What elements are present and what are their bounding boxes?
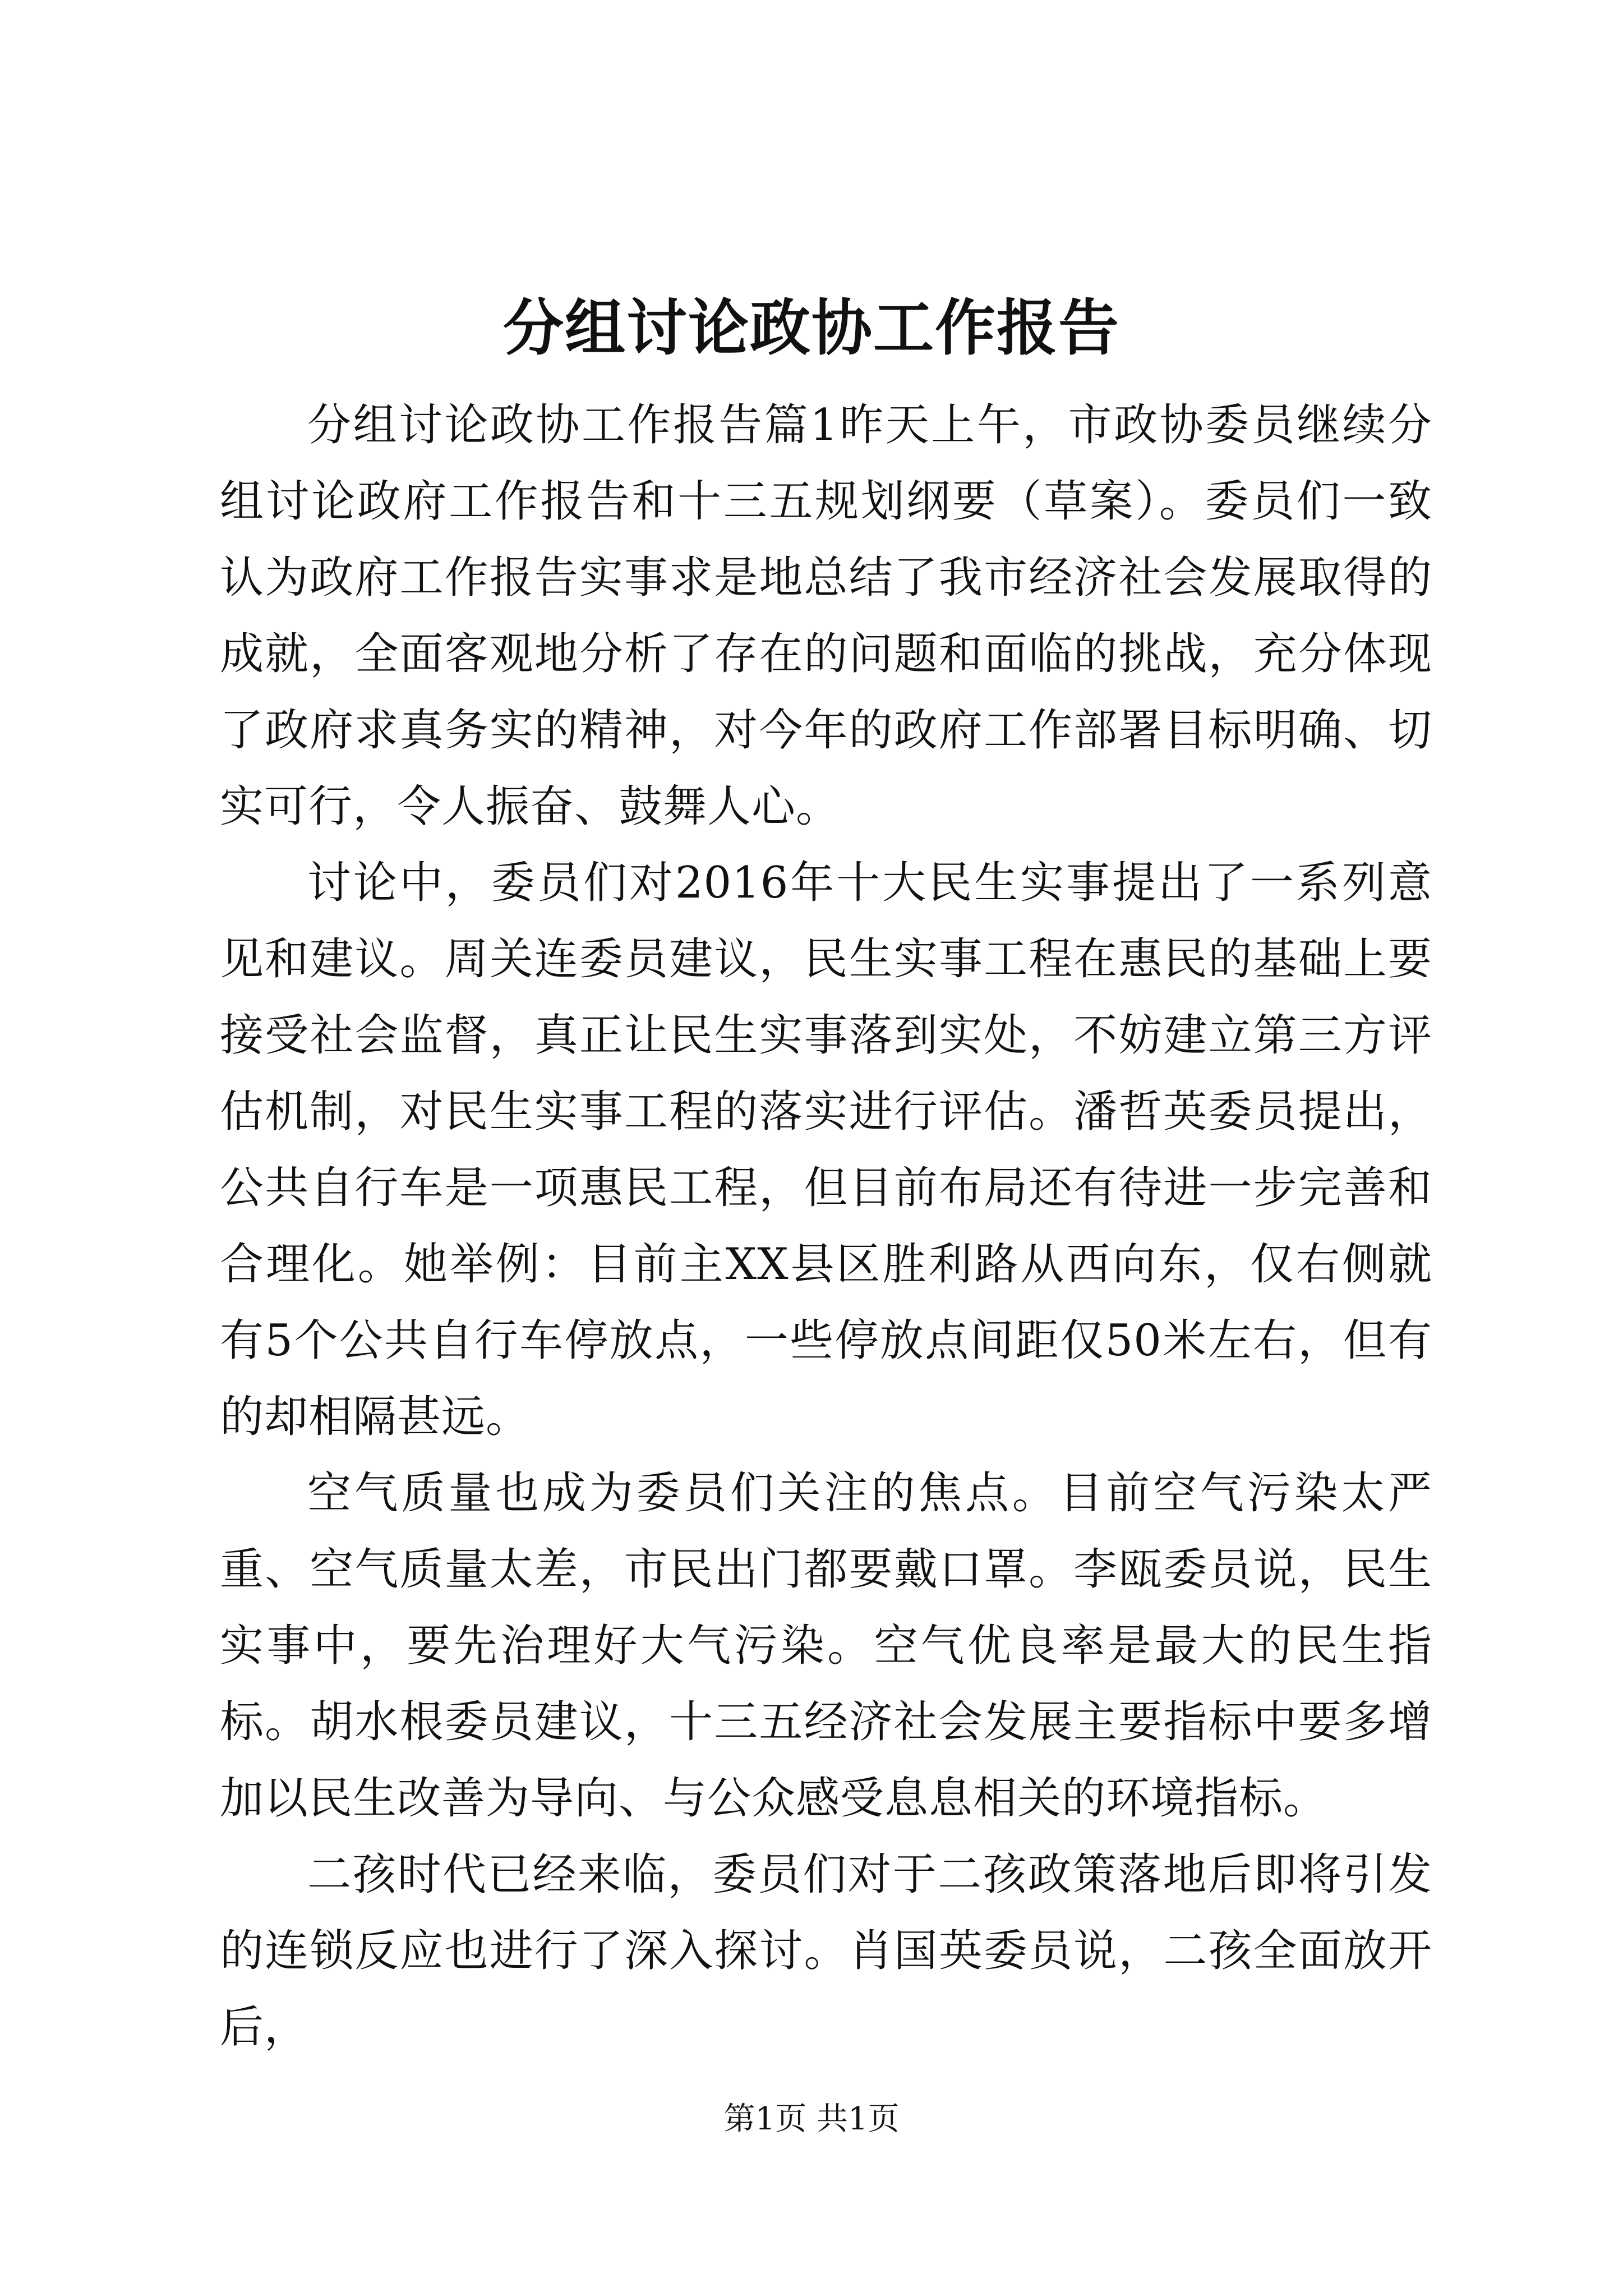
paragraph: 分组讨论政协工作报告篇1昨天上午，市政协委员继续分组讨论政府工作报告和十三五规划纲要（草案）。委员们一致认为政府工作报告实事求是地总结了我市经济社会发展取得的成就，全面客观地分析了存在的问题和面临的挑战，充分体现了政府求真务实的精神，对今年的政府工作部署目标明确、切实可行，令人振奋、鼓舞人心。	[220, 400, 1432, 832]
page-footer: 第1页 共1页	[723, 2101, 900, 2137]
paragraph: 空气质量也成为委员们关注的焦点。目前空气污染太严重、空气质量太差，市民出门都要戴口罩。李瓯委员说，民生实事中，要先治理好大气污染。空气优良率是最大的民生指标。胡水根委员建议，十三五经济社会发展主要指标中要多增加以民生改善为导向、与公众感受息息相关的环境指标。	[220, 1468, 1432, 1824]
document-body	[220, 387, 1432, 2065]
document-title: 分组讨论政协工作报告	[502, 293, 1120, 364]
paragraph: 讨论中，委员们对2016年十大民生实事提出了一系列意见和建议。周关连委员建议，民生实事工程在惠民的基础上要接受社会监督，真正让民生实事落到实处，不妨建立第三方评估机制，对民生实事工程的落实进行评估。潘哲英委员提出，公共自行车是一项惠民工程，但目前布局还有待进一步完善和合理化。她举例：目前主XX县区胜利路从西向东，仅右侧就有5个公共自行车停放点，一些停放点间距仅50米左右，但有的却相隔甚远。	[220, 858, 1432, 1442]
paragraph: 二孩时代已经来临，委员们对于二孩政策落地后即将引发的连锁反应也进行了深入探讨。肖国英委员说，二孩全面放开后，	[220, 1849, 1432, 2053]
